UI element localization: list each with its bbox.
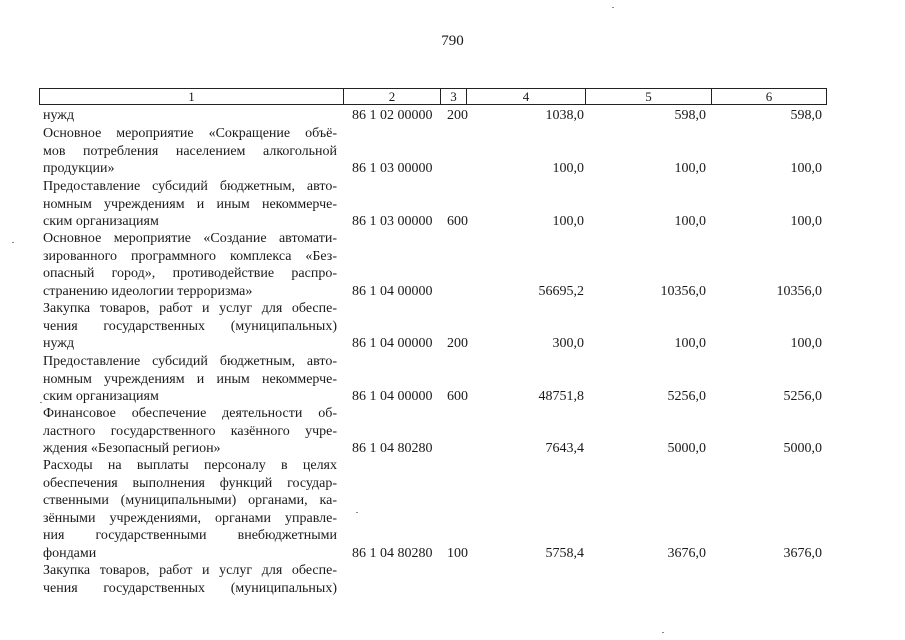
description-line: Предоставление субсидий бюджетным, авто- xyxy=(43,179,337,194)
column-header-6: 6 xyxy=(712,89,827,105)
expense-type: 200 xyxy=(447,336,468,351)
column-header-1: 1 xyxy=(40,89,344,105)
row-description xyxy=(43,562,337,597)
description-line: ственными (муниципальными) органами, ка- xyxy=(43,493,337,508)
value-col-5: 100,0 xyxy=(674,336,706,351)
value-col-4: 100,0 xyxy=(552,214,584,229)
description-line: Предоставление субсидий бюджетным, авто- xyxy=(43,354,337,369)
value-col-6: 5256,0 xyxy=(783,389,822,404)
description-line: ским организациям xyxy=(43,389,159,404)
value-col-6: 100,0 xyxy=(790,161,822,176)
description-line: Основное мероприятие «Создание автомати- xyxy=(43,231,337,246)
value-col-4: 7643,4 xyxy=(545,441,584,456)
value-col-5: 100,0 xyxy=(674,161,706,176)
expense-type: 600 xyxy=(447,389,468,404)
value-col-4: 300,0 xyxy=(552,336,584,351)
column-header-2: 2 xyxy=(344,89,441,105)
row-description xyxy=(43,300,337,353)
value-col-4: 100,0 xyxy=(552,161,584,176)
description-line: нужд xyxy=(43,108,75,123)
value-col-6: 598,0 xyxy=(790,108,822,123)
value-col-5: 3676,0 xyxy=(667,545,706,561)
description-line: чения государственных (муниципальных) xyxy=(43,580,337,596)
table-header xyxy=(39,88,827,105)
value-col-6: 3676,0 xyxy=(783,545,822,561)
budget-code: 86 1 04 80280 xyxy=(352,441,433,456)
value-col-6: 10356,0 xyxy=(776,283,822,299)
row-description xyxy=(43,178,337,231)
description-line: опасный город», противодействие распро- xyxy=(43,266,337,281)
description-line: ластного государственного казённого учре- xyxy=(43,423,337,439)
expense-type: 600 xyxy=(447,214,468,229)
column-header-4: 4 xyxy=(467,89,586,105)
description-line: ским организациям xyxy=(43,214,159,229)
budget-code: 86 1 04 00000 xyxy=(352,336,433,351)
value-col-4: 5758,4 xyxy=(545,545,584,561)
row-description xyxy=(43,230,337,300)
page-number: 790 xyxy=(441,33,464,49)
value-col-5: 100,0 xyxy=(674,214,706,229)
column-header-5: 5 xyxy=(586,89,712,105)
description-line: Закупка товаров, работ и услуг для обеспе- xyxy=(43,563,337,578)
description-line: Расходы на выплаты персоналу в целях xyxy=(43,458,337,473)
description-line: фондами xyxy=(43,545,97,561)
description-line: номным учреждениям и иным некоммерче- xyxy=(43,196,337,212)
description-line: нужд xyxy=(43,336,75,351)
column-header-3: 3 xyxy=(441,89,467,105)
description-line: Финансовое обеспечение деятельности об- xyxy=(43,406,337,421)
expense-type: 100 xyxy=(447,545,468,561)
description-line: ния государственными внебюджетными xyxy=(43,528,337,543)
row-description xyxy=(43,107,337,125)
row-description xyxy=(43,125,337,178)
description-line: мов потребления населением алкогольной xyxy=(43,143,337,159)
value-col-4: 48751,8 xyxy=(538,389,584,404)
value-col-6: 100,0 xyxy=(790,336,822,351)
budget-code: 86 1 03 00000 xyxy=(352,214,433,229)
value-col-5: 598,0 xyxy=(674,108,706,123)
description-line: зированного программного комплекса «Без- xyxy=(43,248,337,264)
budget-code: 86 1 04 80280 xyxy=(352,545,433,561)
value-col-5: 5000,0 xyxy=(667,441,706,456)
row-description xyxy=(43,457,337,562)
description-line: зёнными учреждениями, органами управле- xyxy=(43,510,337,526)
value-col-6: 100,0 xyxy=(790,214,822,229)
budget-code: 86 1 04 00000 xyxy=(352,389,433,404)
expense-type: 200 xyxy=(447,108,468,123)
row-description xyxy=(43,353,337,406)
row-description xyxy=(43,405,337,458)
value-col-4: 56695,2 xyxy=(538,283,584,299)
value-col-4: 1038,0 xyxy=(545,108,584,123)
description-line: продукции» xyxy=(43,161,115,176)
description-line: номным учреждениям и иным некоммерче- xyxy=(43,371,337,387)
budget-code: 86 1 04 00000 xyxy=(352,283,433,299)
budget-code: 86 1 03 00000 xyxy=(352,161,433,176)
value-col-5: 5256,0 xyxy=(667,389,706,404)
description-line: чения государственных (муниципальных) xyxy=(43,318,337,334)
description-line: Закупка товаров, работ и услуг для обеспе- xyxy=(43,301,337,316)
value-col-6: 5000,0 xyxy=(783,441,822,456)
description-line: обеспечения выполнения функций государ- xyxy=(43,475,337,491)
budget-code: 86 1 02 00000 xyxy=(352,108,433,123)
description-line: странению идеологии терроризма» xyxy=(43,283,253,299)
description-line: Основное мероприятие «Сокращение объё- xyxy=(43,126,337,141)
description-line: ждения «Безопасный регион» xyxy=(43,441,221,456)
value-col-5: 10356,0 xyxy=(660,283,706,299)
